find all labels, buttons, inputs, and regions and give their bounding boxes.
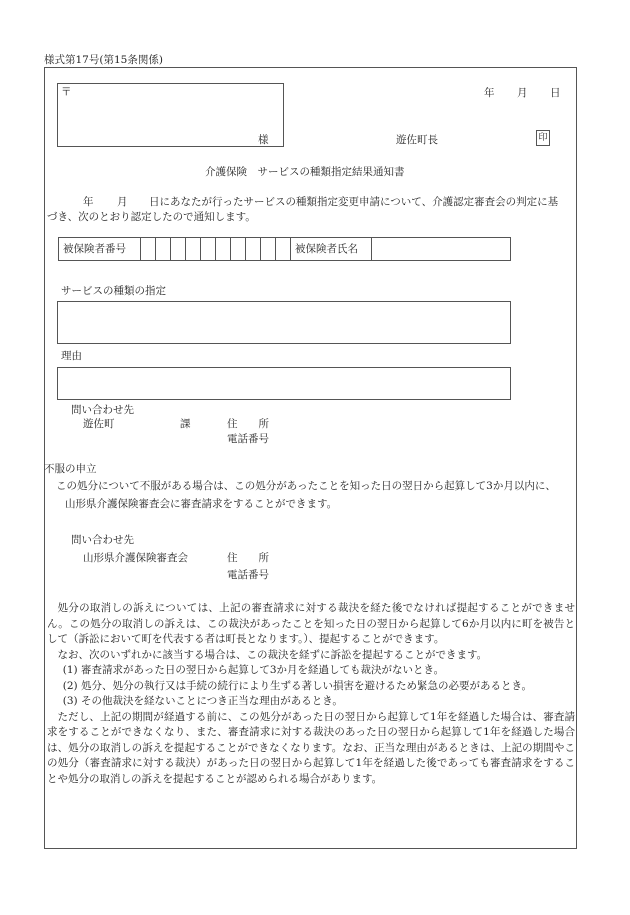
lawsuit-deadline-paragraph: ただし、上記の期間が経過する前に、この処分があった日の翌日から起算して1年を経過した場合は、審査請求をすることができなくなり、また、審査請求に対する裁決のあった日の翌日から起算して1年を経過した場合は、処分の取消しの訴えを提起することができなくなります。なお、正当な理由があるときは、上記の期間やこの処分（審査請求に対する裁決）があった日の翌日から起算して1年を経過した後であっても審査請求をすることや処分の取消しの訴えを提起することが認められる場合があります。 bbox=[47, 710, 575, 785]
postal-mark: 〒 bbox=[61, 86, 72, 98]
objection-heading: 不服の申立 bbox=[44, 463, 97, 475]
insured-number-digit-cell bbox=[156, 238, 171, 260]
issuer-name: 遊佐町長 bbox=[396, 134, 438, 146]
document-title: 介護保険 サービスの種類指定結果通知書 bbox=[205, 166, 405, 178]
intro-text-line2: づき、次のとおり認定したので通知します。 bbox=[47, 211, 256, 223]
insured-number-digit-cell bbox=[246, 238, 261, 260]
insured-number-digit-cell bbox=[141, 238, 156, 260]
contact-phone-label: 電話番号 bbox=[227, 433, 269, 445]
intro-year: 年 bbox=[83, 196, 94, 208]
exception-item: (2) 処分、処分の執行又は手続の続行により生ずる著しい損害を避けるため緊急の必要があるとき。 bbox=[62, 679, 533, 692]
contact-section: 課 bbox=[180, 418, 191, 430]
service-type-label: サービスの種類の指定 bbox=[61, 285, 166, 297]
insured-number-digit-cell bbox=[201, 238, 216, 260]
address-box bbox=[57, 83, 284, 147]
insured-number-digit-cell bbox=[276, 238, 291, 260]
appeal-body-name: 山形県介護保険審査会 bbox=[83, 552, 188, 564]
objection-text-line2: 山形県介護保険審査会に審査請求をすることができます。 bbox=[65, 498, 338, 510]
lawsuit-section bbox=[47, 601, 575, 787]
date-month: 月 bbox=[517, 87, 528, 99]
insured-name-label: 被保険者氏名 bbox=[291, 238, 372, 260]
appeal-contact-heading: 問い合わせ先 bbox=[71, 534, 134, 546]
form-number: 様式第17号(第15条関係) bbox=[44, 54, 163, 66]
date-day: 日 bbox=[550, 87, 561, 99]
insured-number-digit-cell bbox=[231, 238, 246, 260]
appeal-phone-label: 電話番号 bbox=[227, 569, 269, 581]
intro-month: 月 bbox=[117, 196, 128, 208]
exception-item: (3) その他裁決を経ないことにつき正当な理由があるとき。 bbox=[62, 695, 343, 707]
insured-number-digit-cell bbox=[261, 238, 276, 260]
service-type-box bbox=[57, 301, 511, 344]
insured-id-row bbox=[58, 237, 511, 261]
contact-heading: 問い合わせ先 bbox=[71, 404, 134, 416]
insured-number-label: 被保険者番号 bbox=[59, 238, 141, 260]
insured-number-digit-cell bbox=[171, 238, 186, 260]
objection-text: この処分について不服がある場合は、この処分があったことを知った日の翌日から起算して3か月以内に、 bbox=[56, 480, 556, 492]
date-year: 年 bbox=[484, 87, 495, 99]
contact-address-label: 住 所 bbox=[227, 418, 269, 430]
insured-number-digit-cell bbox=[216, 238, 231, 260]
honorific-sama: 様 bbox=[258, 134, 269, 146]
appeal-address-label: 住 所 bbox=[227, 552, 269, 564]
lawsuit-exceptions-intro: なお、次のいずれかに該当する場合は、この裁決を経ずに訴訟を提起することができます。 bbox=[57, 648, 488, 661]
seal-stamp: 印 bbox=[536, 130, 550, 146]
insured-number-digit-cell bbox=[186, 238, 201, 260]
intro-text: 日にあなたが行ったサービスの種類指定変更申請について、介護認定審査会の判定に基 bbox=[149, 196, 559, 208]
exception-item: (1) 審査請求があった日の翌日から起算して3か月を経過しても裁決がないとき。 bbox=[62, 664, 445, 676]
reason-box bbox=[57, 367, 511, 400]
contact-town: 遊佐町 bbox=[83, 418, 115, 430]
reason-label: 理由 bbox=[61, 350, 82, 362]
insured-name-value bbox=[372, 238, 510, 260]
lawsuit-paragraph: 処分の取消しの訴えについては、上記の審査請求に対する裁決を経た後でなければ提起することができません。この処分の取消しの訴えは、この裁決があったことを知った日の翌日から起算して6か月以内に町を被告として（訴訟において町を代表する者は町長となります。）、提起することができます。 bbox=[47, 602, 576, 645]
